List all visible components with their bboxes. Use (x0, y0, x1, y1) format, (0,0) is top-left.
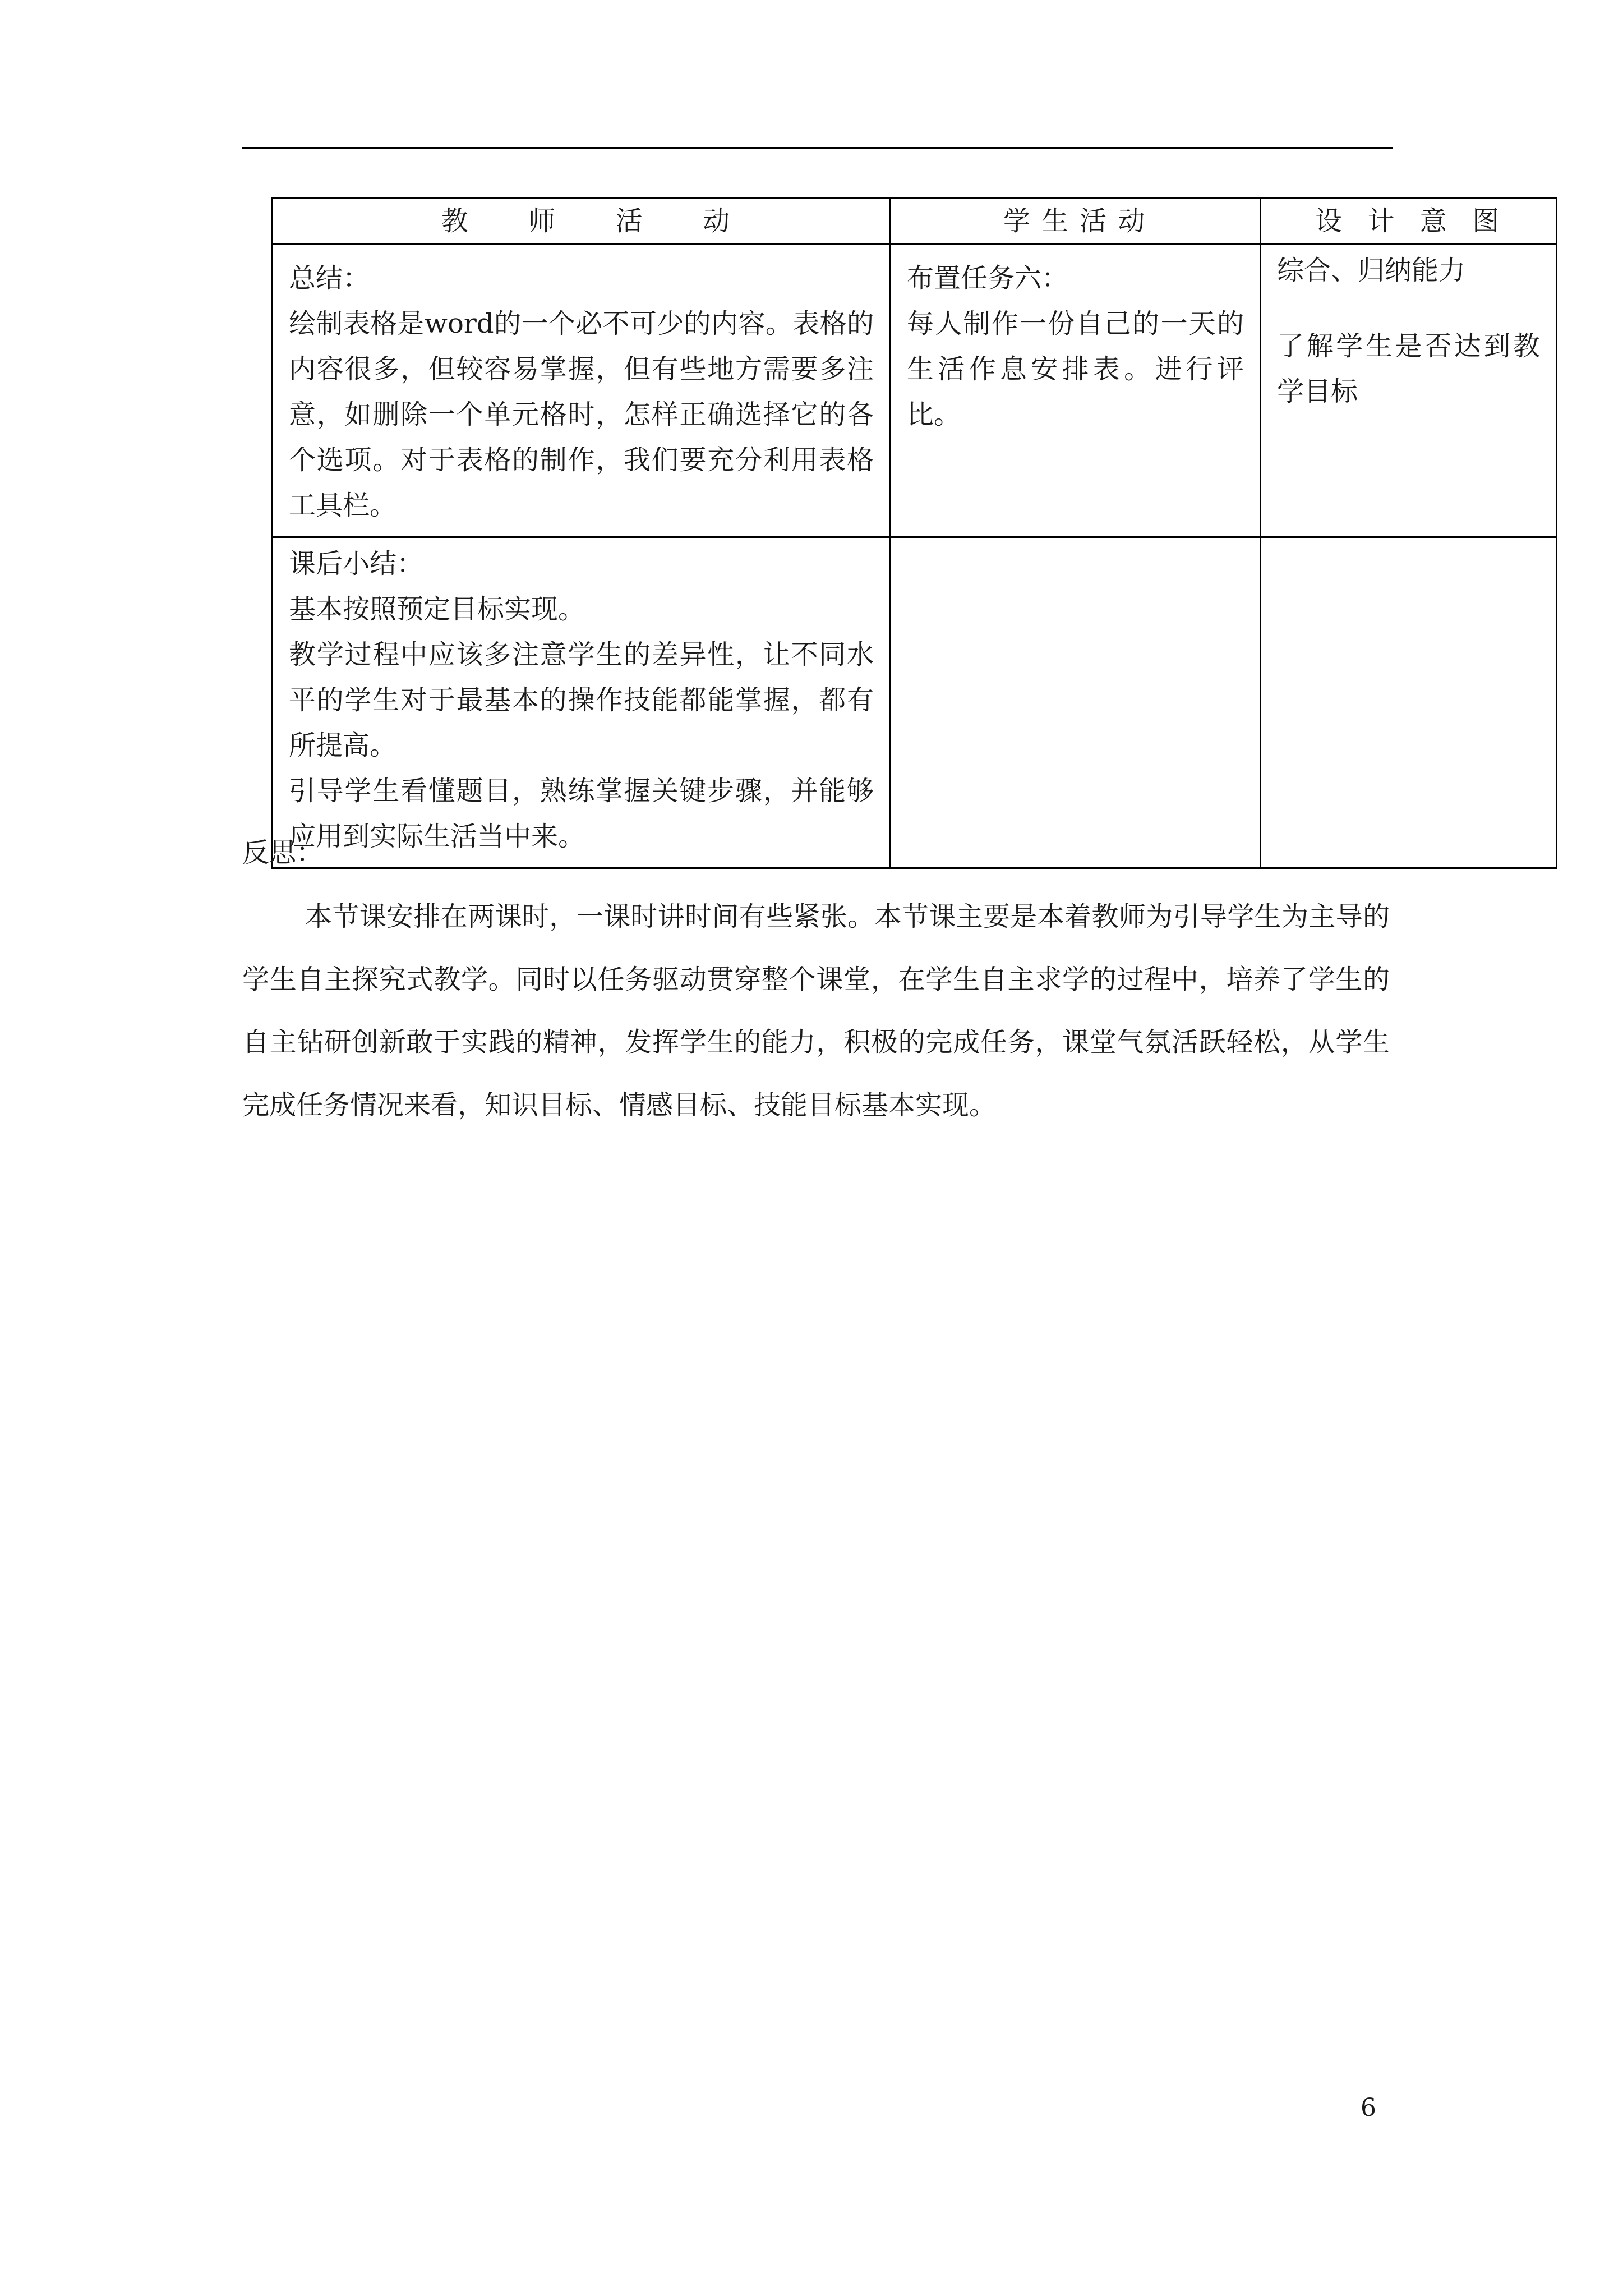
after-class-p2: 教学过程中应该多注意学生的差异性，让不同水平的学生对于最基本的操作技能都能掌握，都有所提高。 (289, 639, 874, 761)
design-line-2: 了解学生是否达到教学目标 (1277, 330, 1540, 407)
table-row (273, 244, 1557, 537)
header-char: 学 (1003, 205, 1033, 237)
teacher-summary-cell (273, 244, 891, 537)
summary-heading: 总结： (289, 263, 370, 294)
header-char: 设 (1315, 205, 1345, 237)
task-heading: 布置任务六： (907, 263, 1069, 294)
header-char: 动 (1118, 205, 1147, 237)
header-char: 师 (528, 205, 559, 237)
header-char: 图 (1472, 205, 1502, 237)
empty-student-cell (891, 537, 1261, 868)
header-char: 活 (1080, 205, 1109, 237)
header-design-intent (1261, 199, 1557, 244)
table-row (273, 537, 1557, 868)
header-char: 活 (615, 205, 645, 237)
header-char: 动 (703, 205, 732, 237)
table-header-row (273, 199, 1557, 244)
after-class-p1: 基本按照预定目标实现。 (289, 593, 585, 625)
header-rule (242, 147, 1393, 149)
student-task-cell (891, 244, 1261, 537)
page-number: 6 (1361, 2093, 1376, 2122)
header-char: 教 (441, 205, 471, 237)
header-char: 计 (1367, 205, 1398, 237)
reflection-title: 反思： (242, 837, 324, 868)
after-class-heading: 课后小结： (289, 548, 424, 579)
summary-text: 绘制表格是word的一个必不可少的内容。表格的内容很多，但较容易掌握，但有些地方需要多注意，如删除一个单元格时，怎样正确选择它的各个选项。对于表格的制作，我们要充分利用表格工具栏。 (289, 308, 874, 521)
reflection-body: 本节课安排在两课时，一课时讲时间有些紧张。本节课主要是本着教师为引导学生为主导的学生自主探究式教学。同时以任务驱动贯穿整个课堂，在学生自主求学的过程中，培养了学生的自主钻研创新敢于实践的精神，发挥学生的能力，积极的完成任务，课堂气氛活跃轻松，从学生完成任务情况来看，知识目标、情感目标、技能目标基本实现。 (242, 901, 1390, 1121)
after-class-p3: 引导学生看懂题目，熟练掌握关键步骤，并能够应用到实际生活当中来。 (289, 775, 874, 852)
header-char: 意 (1419, 205, 1450, 237)
design-intent-cell (1261, 244, 1557, 537)
empty-design-cell (1261, 537, 1557, 868)
design-line-1: 综合、归纳能力 (1277, 255, 1466, 286)
task-text: 每人制作一份自己的一天的生活作息安排表。进行评比。 (907, 308, 1244, 430)
lesson-table (271, 197, 1557, 869)
header-char: 生 (1041, 205, 1071, 237)
header-teacher-activity (273, 199, 891, 244)
after-class-summary-cell (273, 537, 891, 868)
header-student-activity (891, 199, 1261, 244)
